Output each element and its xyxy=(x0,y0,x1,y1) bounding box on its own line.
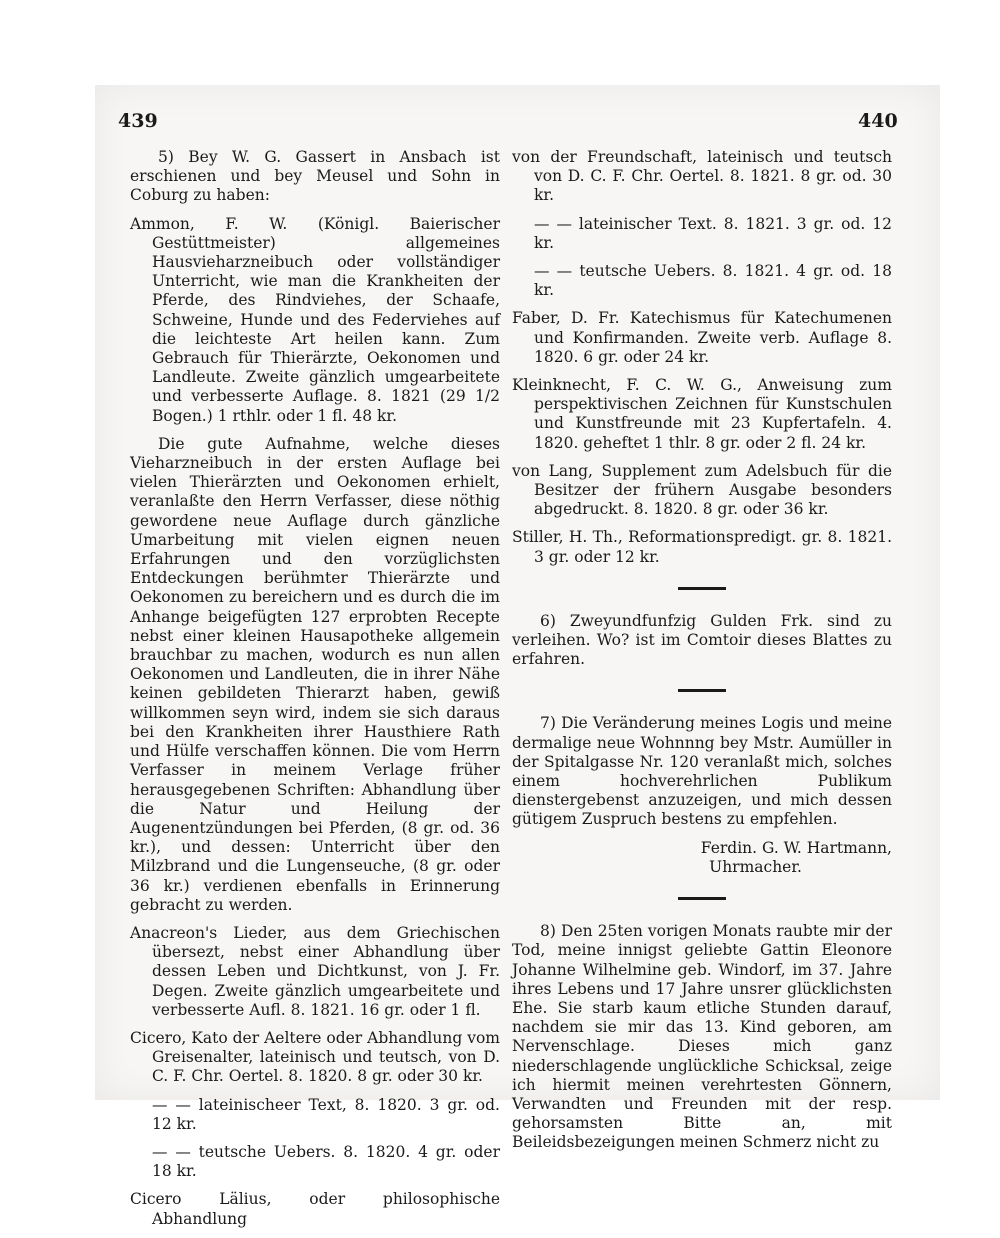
signature-name: Ferdin. G. W. Hartmann, xyxy=(700,838,892,857)
signature-title: Uhrmacher. xyxy=(709,857,802,876)
book-entry-cicero-laelius-start: Cicero Lälius, oder philosophische Abhandlung xyxy=(130,1190,500,1228)
book-entry-stiller: Stiller, H. Th., Reformationspredigt. gr. 8. 1821. 3 gr. oder 12 kr. xyxy=(512,528,892,566)
book-entry-kleinknecht: Kleinknecht, F. C. W. G., Anweisung zum perspektivischen Zeichnen für Kunstschulen und Kunstfreunde mit 23 Kupfertafeln. 4. 1820. geheftet 1 thlr. 8 gr. oder 2 fl. 24 kr. xyxy=(512,376,892,452)
notice-6-loan: 6) Zweyundfunfzig Gulden Frk. sind zu verleihen. Wo? ist im Comtoir dieses Blattes zu erfahren. xyxy=(512,611,892,669)
page-number-left: 439 xyxy=(118,110,158,132)
section-divider xyxy=(678,897,726,900)
section-divider xyxy=(678,689,726,692)
book-entry-cicero-kato: Cicero, Kato der Aeltere oder Abhandlung vom Greisenalter, lateinisch und teutsch, von D. C. F. Chr. Oertel. 8. 1820. 8 gr. oder 30 kr. xyxy=(130,1028,500,1086)
left-column xyxy=(130,148,500,1238)
notice-7-relocation: 7) Die Veränderung meines Logis und meine dermalige neue Wohnnng bey Mstr. Aumüller in der Spitalgasse Nr. 120 veranlaßt mich, solches einem hochverehrlichen Publikum dienstergebenst anzuzeigen, und mich dessen gütigem Zuspruch bestens zu empfehlen. xyxy=(512,714,892,829)
book-entry-cicero-kato-latin: — — lateinischeer Text, 8. 1820. 3 gr. od. 12 kr. xyxy=(152,1095,500,1133)
book-description-ammon: Die gute Aufnahme, welche dieses Vieharzneibuch in der ersten Auflage bei vielen Thierärzten und Oekonomen erhielt, veranlaßte den Herrn Verfasser, diese nöthig gewordene neue Auflage durch gänzliche Umarbeitung mit vielen eignen neuen Erfahrungen und den vorzüglichsten Entdeckungen berühmter Thierärzte und Oekonomen zu bereichern und es durch die im Anhange beigefügten 127 erprobten Recepte nebst einer kleinen Hausapotheke allgemein brauchbar zu machen, wodurch es nun allen Oekonomen und Landleuten, die in ihrer Nähe keinen gebildeten Thierarzt haben, gewiß willkommen seyn wird, indem sie sich daraus bei den Krankheiten ihrer Hausthiere Rath und Hülfe verschaffen können. Die vom Herrn Verfasser in meinem Verlage früher herausgegebenen Schriften: Abhandlung über die Natur und Heilung der Augenentzündungen bei Pferden, (8 gr. od. 36 kr.), und dessen: Unterricht über den Milzbrand und die Lungenseuche, (8 gr. oder 36 kr.) verdienen ebenfalls in Erinnerung gebracht zu werden. xyxy=(130,434,500,914)
book-entry-cicero-kato-german: — — teutsche Uebers. 8. 1820. 4 gr. oder 18 kr. xyxy=(152,1142,500,1181)
notice-8-obituary: 8) Den 25ten vorigen Monats raubte mir der Tod, meine innigst geliebte Gattin Eleonore Johanne Wilhelmine geb. Windorf, im 37. Jahre ihres Lebens und 17 Jahre unsrer glücklichsten Ehe. Sie starb kaum etliche Stunden darauf, nachdem sie mir das 13. Kind geboren, am Nervenschlage. Dieses mich ganz niederschlagende unglückliche Schicksal, zeige ich hiermit meinen verehrtesten Gönnern, Verwandten und Freunden mit der resp. gehorsamsten Bitte an, mit Beileidsbezeigungen meinen Schmerz nicht zu xyxy=(512,922,892,1152)
book-entry-cicero-laelius-cont: von der Freundschaft, lateinisch und teutsch von D. C. F. Chr. Oertel. 8. 1821. 8 gr. od. 30 kr. xyxy=(512,148,892,205)
page-number-right: 440 xyxy=(858,110,898,132)
book-entry-cicero-laelius-latin: — — lateinischer Text. 8. 1821. 3 gr. od. 12 kr. xyxy=(534,214,892,252)
book-entry-von-lang: von Lang, Supplement zum Adelsbuch für die Besitzer der frühern Ausgabe besonders abgedruckt. 8. 1820. 8 gr. oder 36 kr. xyxy=(512,461,892,519)
book-entry-cicero-laelius-german: — — teutsche Uebers. 8. 1821. 4 gr. od. 18 kr. xyxy=(534,262,892,300)
section-divider xyxy=(678,587,726,590)
book-entry-ammon: Ammon, F. W. (Königl. Baierischer Gestüttmeister) allgemeines Hausvieharzneibuch oder vollständiger Unterricht, wie man die Krankheiten der Pferde, des Rindviehes, der Schaafe, Schweine, Hunde und des Federviehes auf die leichteste Art heilen kann. Zum Gebrauch für Thierärzte, Oekonomen und Landleute. Zweite gänzlich umgearbeitete und verbesserte Auflage. 8. 1821 (29 1/2 Bogen.) 1 rthlr. oder 1 fl. 48 kr. xyxy=(130,214,500,425)
book-entry-faber: Faber, D. Fr. Katechismus für Katechumenen und Konfirmanden. Zweite verb. Auflage 8. 1820. 6 gr. oder 24 kr. xyxy=(512,309,892,366)
notice-5-intro: 5) Bey W. G. Gassert in Ansbach ist erschienen und bey Meusel und Sohn in Coburg zu haben: xyxy=(130,148,500,205)
book-entry-anacreon: Anacreon's Lieder, aus dem Griechischen übersezt, nebst einer Abhandlung über dessen Leben und Dichtkunst, von J. Fr. Degen. Zweite gänzlich umgearbeitete und verbesserte Aufl. 8. 1821. 16 gr. oder 1 fl. xyxy=(130,923,500,1019)
right-column xyxy=(512,148,892,1162)
